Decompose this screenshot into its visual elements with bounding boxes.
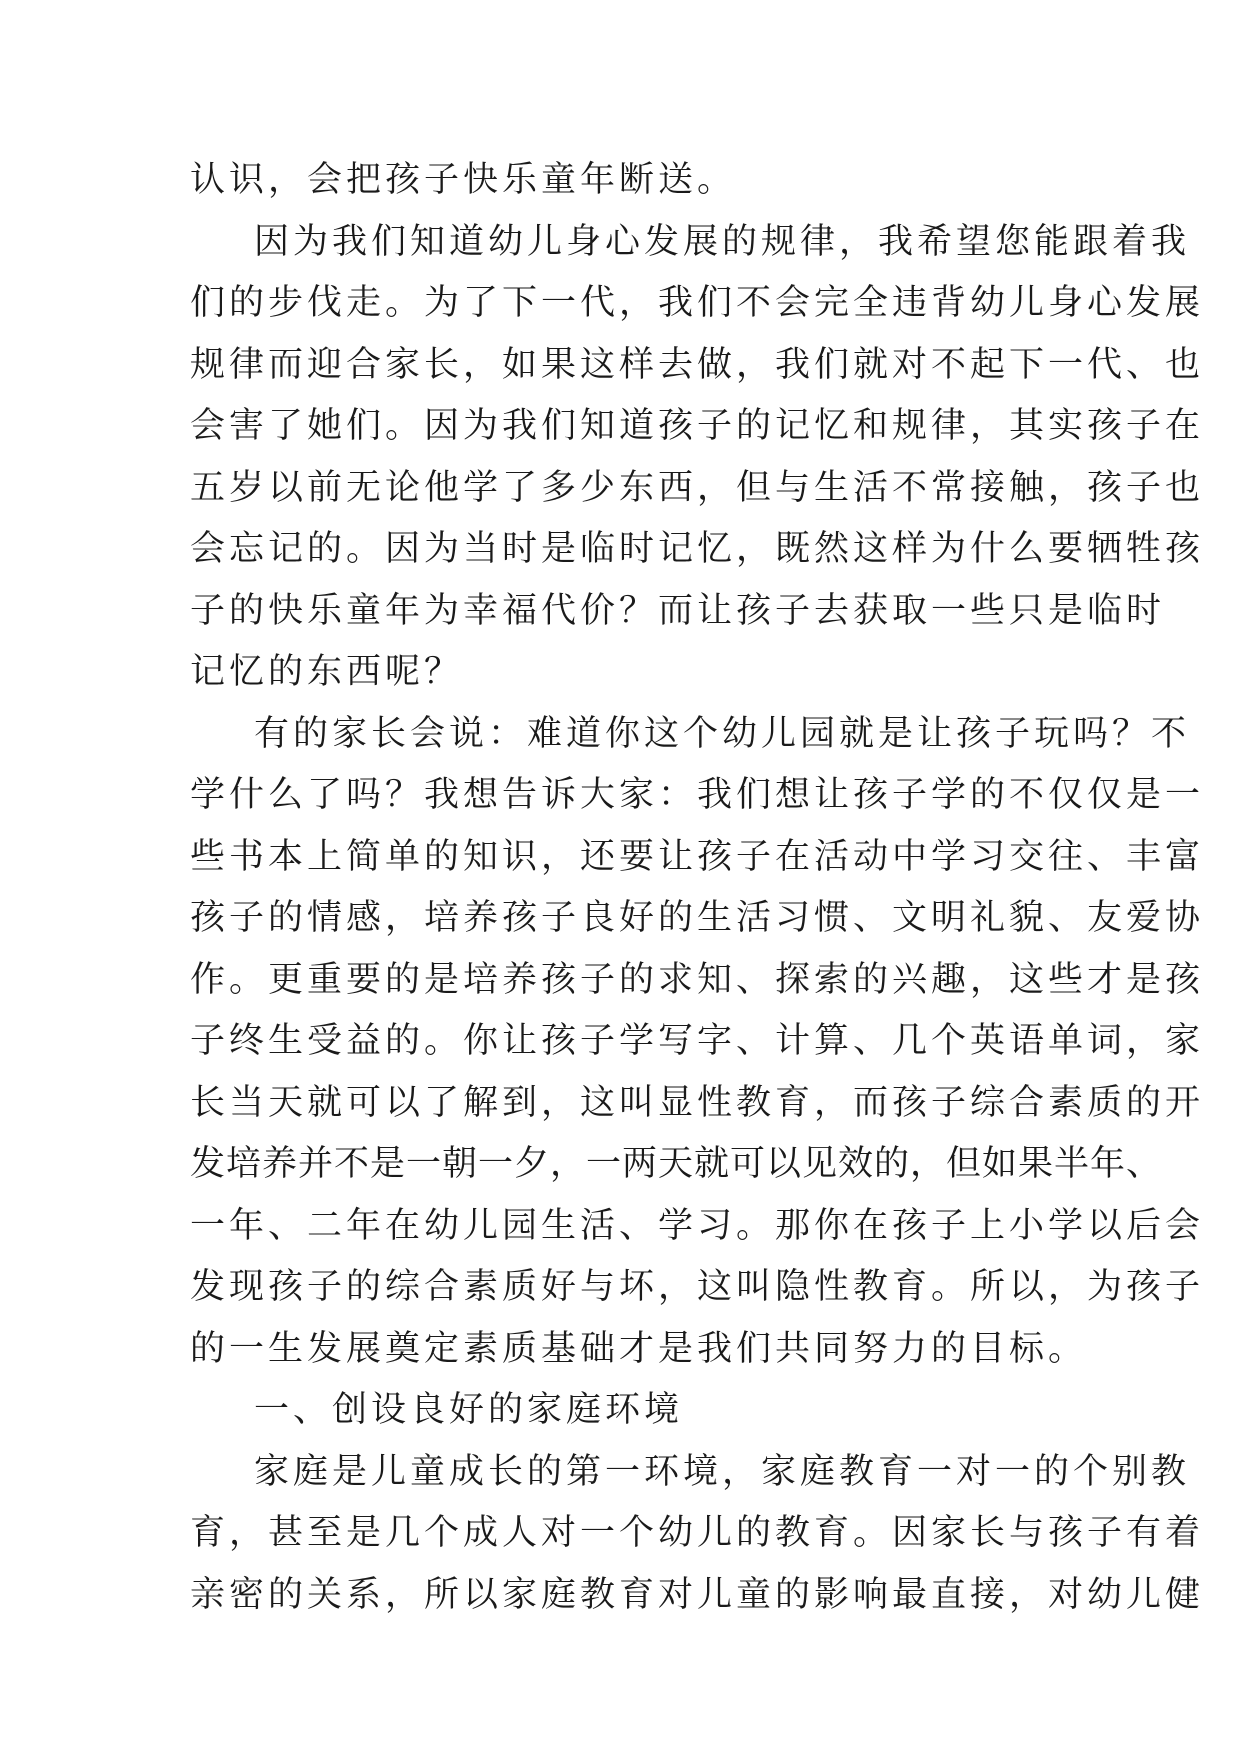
text-line: 五岁以前无论他学了多少东西，但与生活不常接触，孩子也 [190,467,1205,508]
text-line: 长当天就可以了解到，这叫显性教育，而孩子综合素质的开 [190,1082,1205,1123]
text-line: 亲密的关系，所以家庭教育对儿童的影响最直接，对幼儿健 [190,1574,1205,1615]
text-line: 学什么了吗？我想告诉大家：我们想让孩子学的不仅仅是一 [190,775,1205,815]
paragraph-start-line: 有的家长会说：难道你这个幼儿园就是让孩子玩吗？不 [254,713,1191,754]
text-line: 发培养并不是一朝一夕，一两天就可以见效的，但如果半年、 [190,1144,1163,1184]
text-line: 认识，会把孩子快乐童年断送。 [190,160,737,200]
text-line: 的一生发展奠定素质基础才是我们共同努力的目标。 [190,1328,1088,1369]
text-line: 发现孩子的综合素质好与坏，这叫隐性教育。所以，为孩子 [190,1267,1205,1307]
text-line: 记忆的东西呢？ [190,652,464,692]
text-line: 会忘记的。因为当时是临时记忆，既然这样为什么要牺牲孩 [190,529,1205,569]
text-line: 孩子的情感，培养孩子良好的生活习惯、文明礼貌、友爱协 [190,898,1205,938]
paragraph-start-line: 因为我们知道幼儿身心发展的规律，我希望您能跟着我 [254,221,1191,262]
text-line: 规律而迎合家长，如果这样去做，我们就对不起下一代、也 [190,344,1205,385]
paragraph-start-line: 家庭是儿童成长的第一环境，家庭教育一对一的个别教 [254,1451,1191,1492]
text-line: 们的步伐走。为了下一代，我们不会完全违背幼儿身心发展 [190,283,1205,323]
text-line: 育，甚至是几个成人对一个幼儿的教育。因家长与孩子有着 [190,1513,1205,1553]
document-body [190,150,1205,1626]
text-line: 会害了她们。因为我们知道孩子的记忆和规律，其实孩子在 [190,406,1205,446]
text-line: 子终生受益的。你让孩子学写字、计算、几个英语单词，家 [190,1021,1205,1061]
section-heading: 一、创设良好的家庭环境 [254,1390,684,1430]
text-line: 些书本上简单的知识，还要让孩子在活动中学习交往、丰富 [190,836,1205,877]
text-line: 作。更重要的是培养孩子的求知、探索的兴趣，这些才是孩 [190,959,1205,1000]
text-line: 一年、二年在幼儿园生活、学习。那你在孩子上小学以后会 [190,1205,1205,1246]
text-line: 子的快乐童年为幸福代价？而让孩子去获取一些只是临时 [190,590,1166,631]
